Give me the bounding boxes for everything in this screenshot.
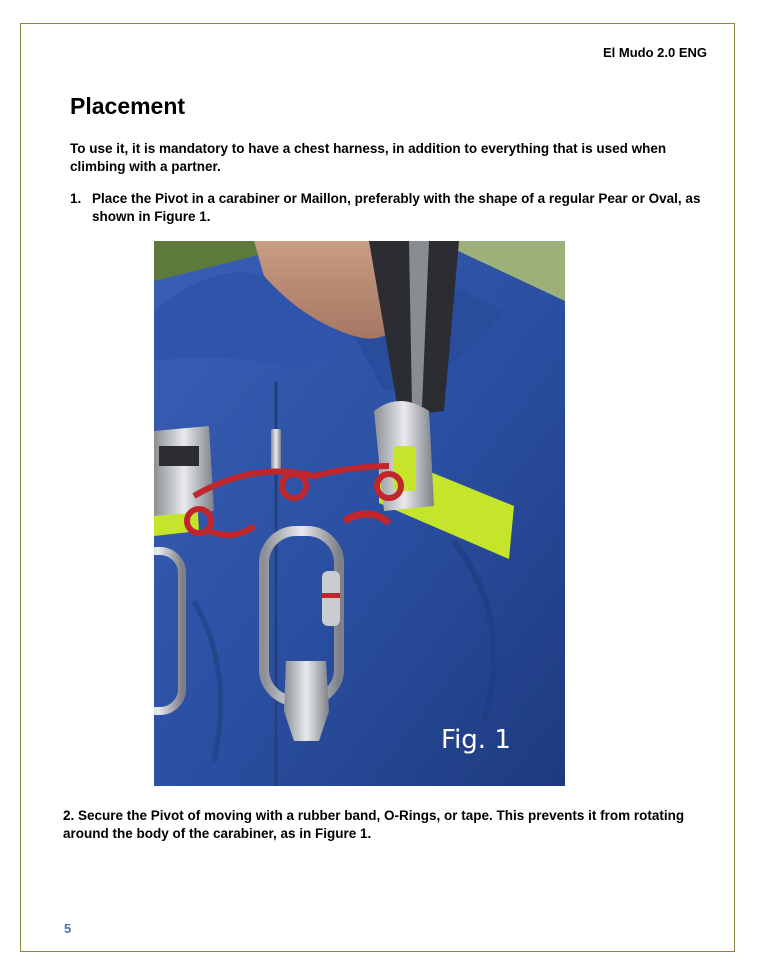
page-number: 5 [64,921,72,936]
intro-paragraph: To use it, it is mandatory to have a chest harness, in addition to everything that is used when climbing with a partner. [70,141,667,174]
figure-caption: Fig. 1 [441,725,511,755]
step-1-item [70,190,710,226]
step-2-paragraph: 2. Secure the Pivot of moving with a rubber band, O-Rings, or tape. This prevents it from rotating around the body of the carabiner, as in Figure 1. [63,808,685,841]
step-1-text: Place the Pivot in a carabiner or Maillon, preferably with the shape of a regular Pear or Oval, as shown in Figure 1. [92,191,701,224]
section-title: Placement [70,93,186,119]
step-1-number: 1. [70,191,82,206]
document-header: El Mudo 2.0 ENG [602,45,707,60]
figure-1-photo [154,241,565,786]
